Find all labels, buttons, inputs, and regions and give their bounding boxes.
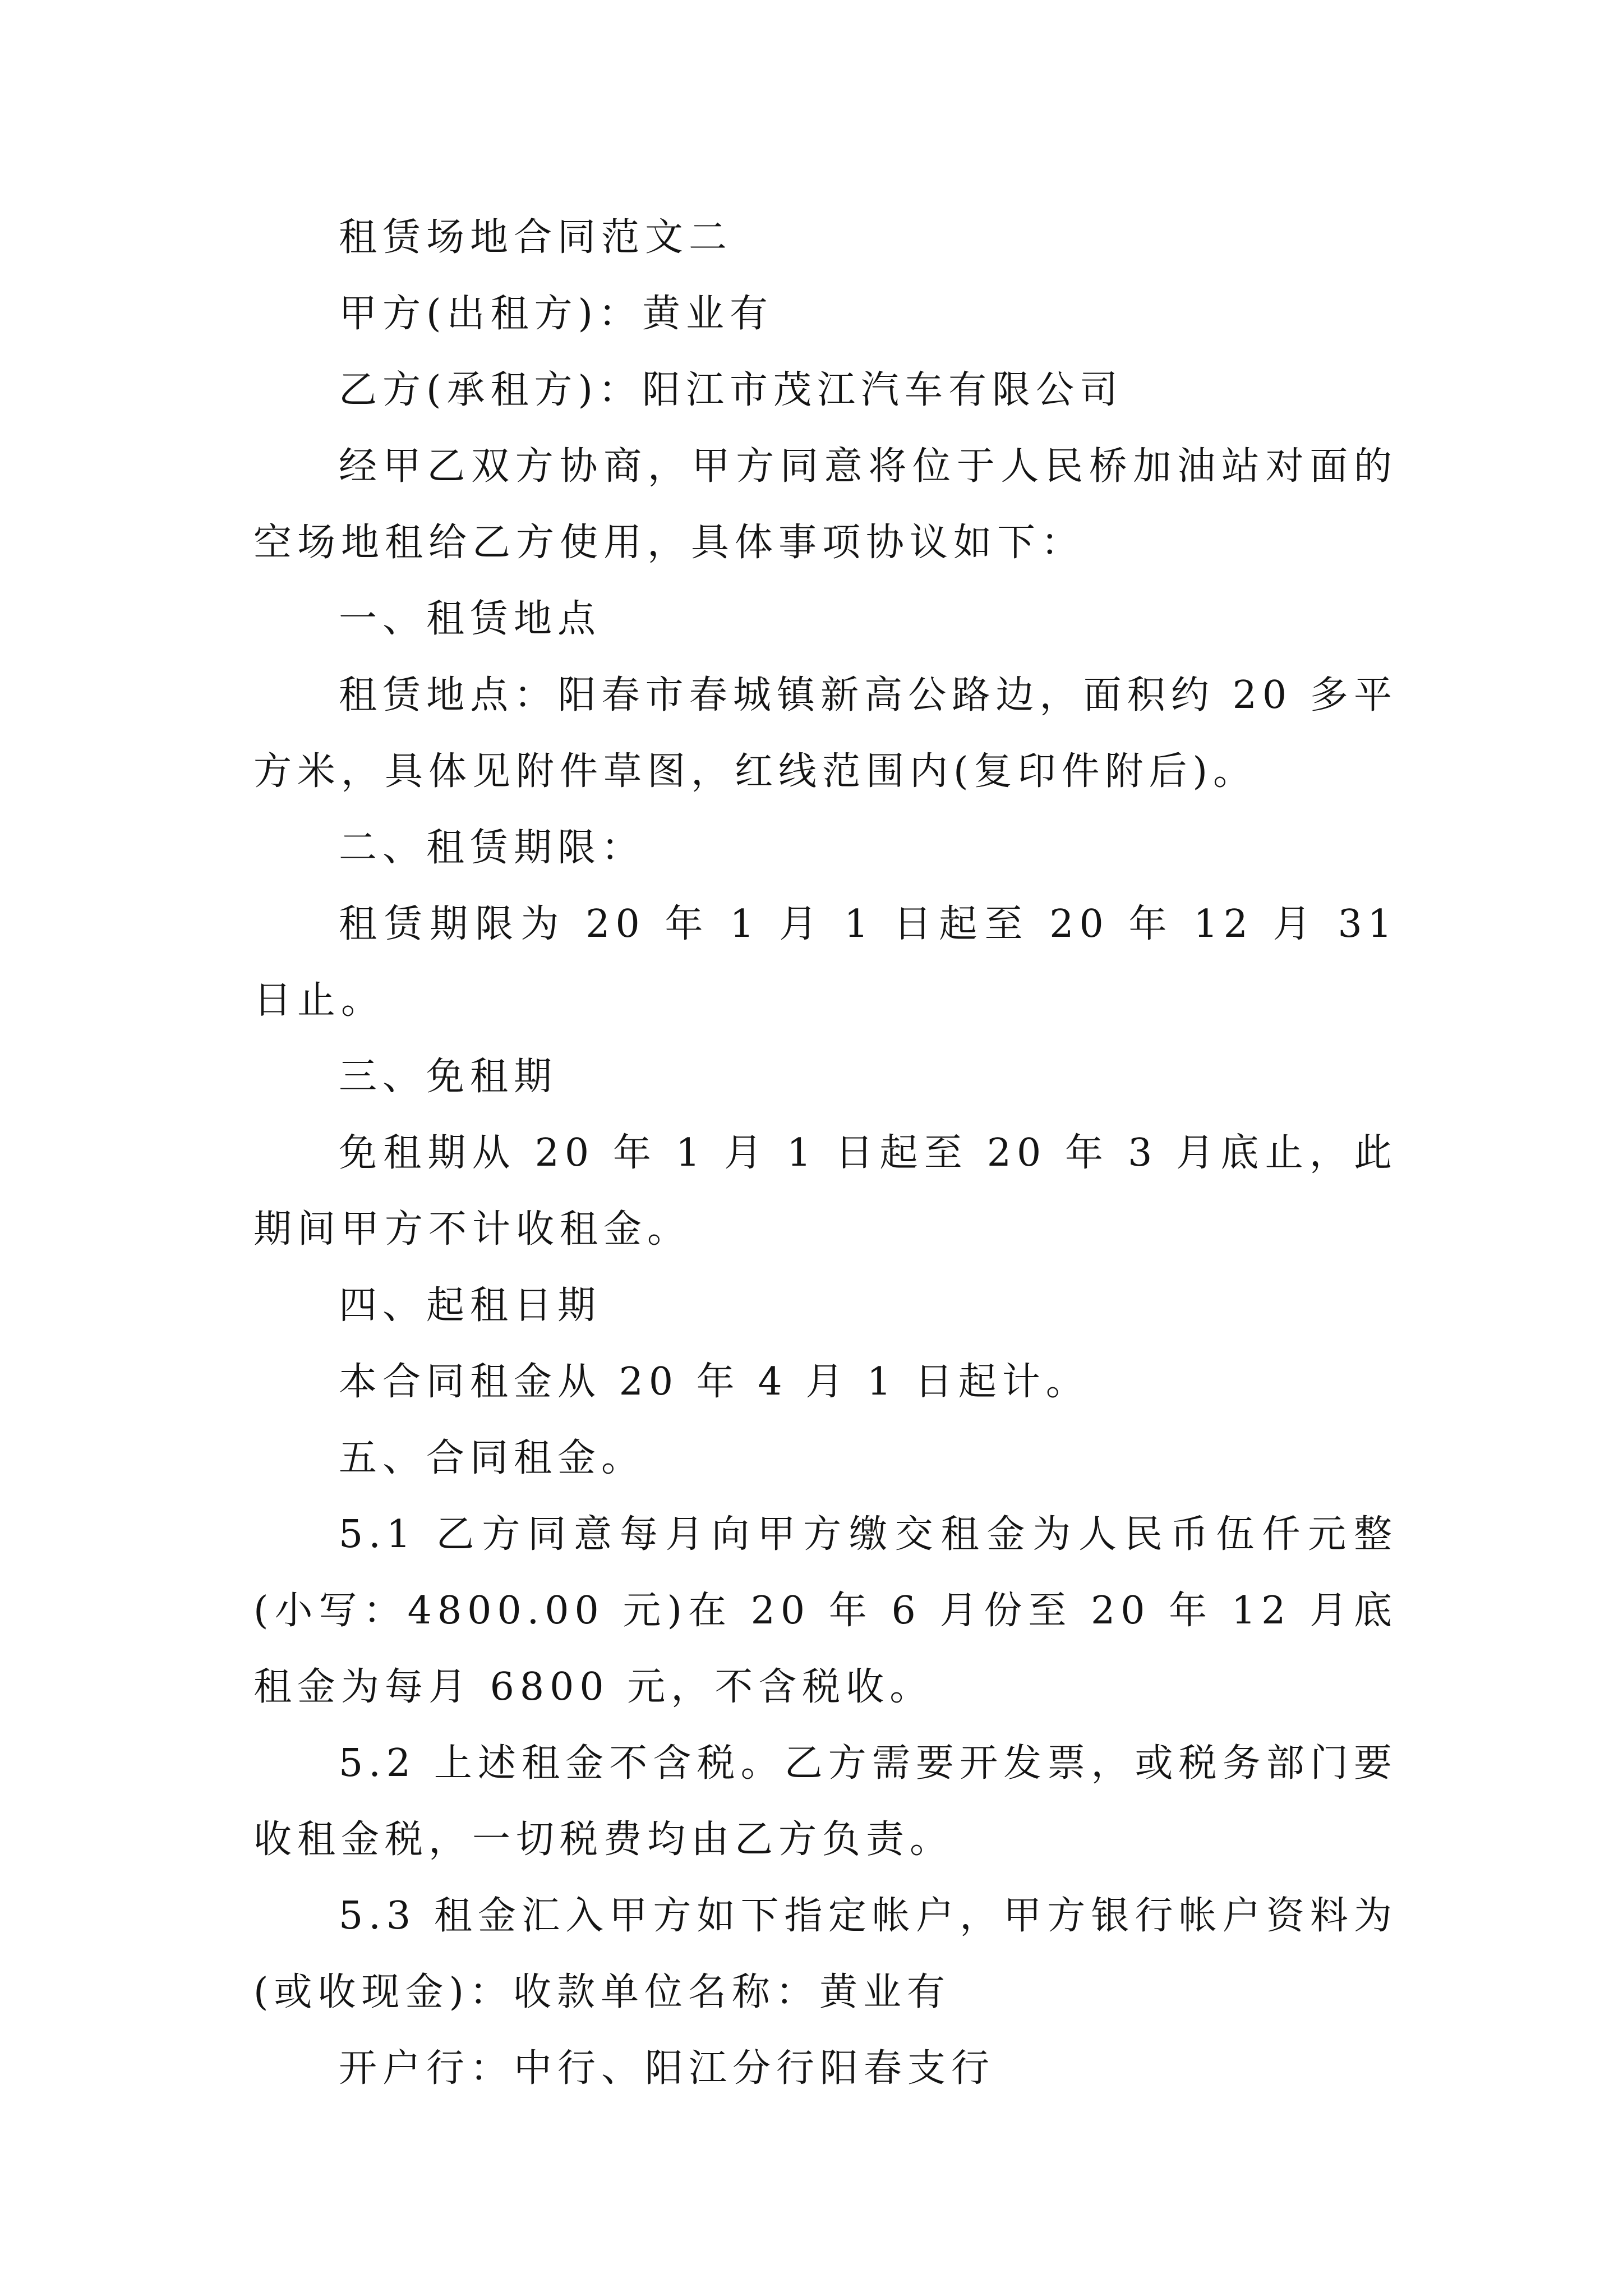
party-b-line: 乙方(承租方)：阳江市茂江汽车有限公司 bbox=[339, 368, 1124, 412]
section-heading-start-date: 四、起租日期 bbox=[339, 1283, 602, 1328]
section-heading-rent: 五、合同租金。 bbox=[339, 1436, 645, 1480]
document-title: 租赁场地合同范文二 bbox=[339, 215, 733, 260]
location-paragraph: 租赁地点：阳春市春城镇新高公路边，面积约 20 多平方米，具体见附件草图，红线范围内(复印件附后)。 bbox=[253, 673, 1398, 794]
section-heading-location: 一、租赁地点 bbox=[339, 597, 602, 641]
party-a-line: 甲方(出租方)：黄业有 bbox=[339, 292, 774, 336]
section-heading-term: 二、租赁期限： bbox=[339, 826, 645, 870]
intro-paragraph: 经甲乙双方协商，甲方同意将位于人民桥加油站对面的空场地租给乙方使用，具体事项协议如下： bbox=[253, 444, 1398, 565]
clause-5-3: 5.3 租金汇入甲方如下指定帐户，甲方银行帐户资料为(或收现金)：收款单位名称：黄业有 bbox=[253, 1894, 1398, 2014]
section-heading-rent-free: 三、免租期 bbox=[339, 1055, 558, 1099]
bank-line: 开户行：中行、阳江分行阳春支行 bbox=[339, 2046, 995, 2091]
start-date-paragraph: 本合同租金从 20 年 4 月 1 日起计。 bbox=[339, 1360, 1090, 1404]
clause-5-1: 5.1 乙方同意每月向甲方缴交租金为人民币伍仟元整(小写：4800.00 元)在 20 年 6 月份至 20 年 12 月底租金为每月 6800 元，不含税收。 bbox=[253, 1512, 1398, 1709]
clause-5-2: 5.2 上述租金不含税。乙方需要开发票，或税务部门要收租金税，一切税费均由乙方负责。 bbox=[253, 1741, 1398, 1862]
rent-free-paragraph: 免租期从 20 年 1 月 1 日起至 20 年 3 月底止，此期间甲方不计收租金。 bbox=[253, 1131, 1398, 1251]
term-paragraph: 租赁期限为 20 年 1 月 1 日起至 20 年 12 月 31 日止。 bbox=[253, 902, 1398, 1023]
document-body bbox=[253, 200, 1398, 2107]
